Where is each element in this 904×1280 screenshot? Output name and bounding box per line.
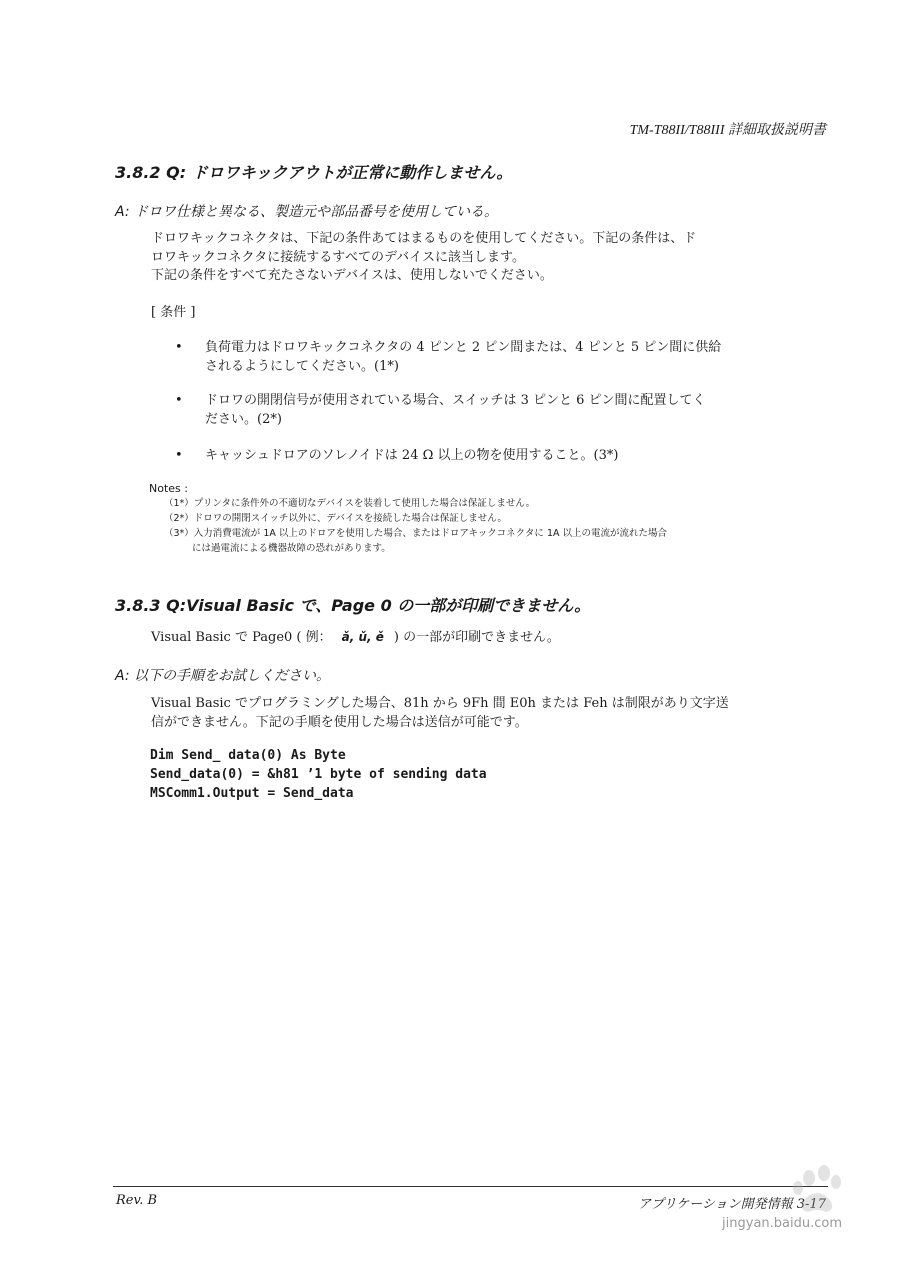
list-item-line: ドロワの開閉信号が使用されている場合、スイッチは 3 ピンと 6 ピン間に配置してく — [205, 393, 706, 408]
list-item-line: されるようにしてください。(1*) — [205, 359, 399, 374]
revision-label: Rev. B — [116, 1193, 158, 1208]
list-item-line: ださい。(2*) — [205, 412, 282, 427]
notes-label: Notes : — [149, 482, 188, 495]
note-line: （2*）ドロワの開閉スイッチ以外に、デバイスを接続した場合は保証しません。 — [164, 513, 507, 524]
section-383-para-line-2: 信ができません。下記の手順を使用した場合は送信が可能です。 — [151, 715, 528, 730]
section-382-para-line-3: 下記の条件をすべて充たさないデバイスは、使用しないでください。 — [151, 268, 553, 283]
list-item-line: 負荷電力はドロワキックコネクタの 4 ピンと 2 ピン間または、4 ピンと 5 ピン間に供給 — [205, 340, 722, 355]
document-title: TM-T88II/T88III 詳細取扱説明書 — [629, 123, 826, 138]
note-line: （3*）入力消費電流が 1A 以上のドロアを使用した場合、またはドロアキックコネクタに 1A 以上の電流が流れた場合 — [164, 528, 668, 539]
section-382-para-line-1: ドロワキックコネクタは、下記の条件あてはまるものを使用してください。下記の条件は、ド — [151, 231, 697, 246]
section-383-para-line-1: Visual Basic でプログラミングした場合、81h から 9Fh 間 E0h または Feh は制限があり文字送 — [151, 696, 729, 711]
bullet-icon: • — [175, 340, 183, 355]
note-line: （1*）プリンタに条件外の不適切なデバイスを装着して使用した場合は保証しません。 — [164, 498, 535, 509]
section-382-para-line-2: ロワキックコネクタに接続するすべてのデバイスに該当します。 — [151, 250, 526, 265]
question-prefix: Visual Basic で Page0 ( 例： — [151, 630, 332, 645]
section-382-heading: 3.8.2 Q: ドロワキックアウトが正常に動作しません。 — [115, 163, 513, 182]
code-line: Dim Send_ data(0) As Byte — [150, 748, 346, 763]
bullet-icon: • — [175, 448, 183, 463]
chapter-page-label: アプリケーション開発情報 3-17 — [637, 1197, 826, 1212]
section-383-question — [151, 628, 560, 647]
watermark-url: jingyan.baidu.com — [722, 1216, 842, 1231]
list-item-line: キャッシュドロアのソレノイドは 24 Ω 以上の物を使用すること。(3*) — [205, 448, 619, 463]
conditions-label: [ 条件 ] — [151, 305, 196, 320]
section-383-heading: 3.8.3 Q:Visual Basic で、Page 0 の一部が印刷できません。 — [115, 596, 591, 615]
section-383-answer: A: 以下の手順をお試しください。 — [115, 668, 331, 684]
note-line: には過電流による機器故障の恐れがあります。 — [192, 543, 391, 554]
code-line: Send_data(0) = &h81 ’1 byte of sending data — [150, 767, 487, 782]
code-line: MSComm1.Output = Send_data — [150, 786, 354, 801]
question-suffix: ) の一部が印刷できません。 — [393, 630, 560, 645]
bullet-icon: • — [175, 393, 183, 408]
section-382-answer: A: ドロワ仕様と異なる、製造元や部品番号を使用している。 — [115, 204, 499, 220]
example-characters: ǎ, ǔ, ě — [341, 630, 384, 644]
